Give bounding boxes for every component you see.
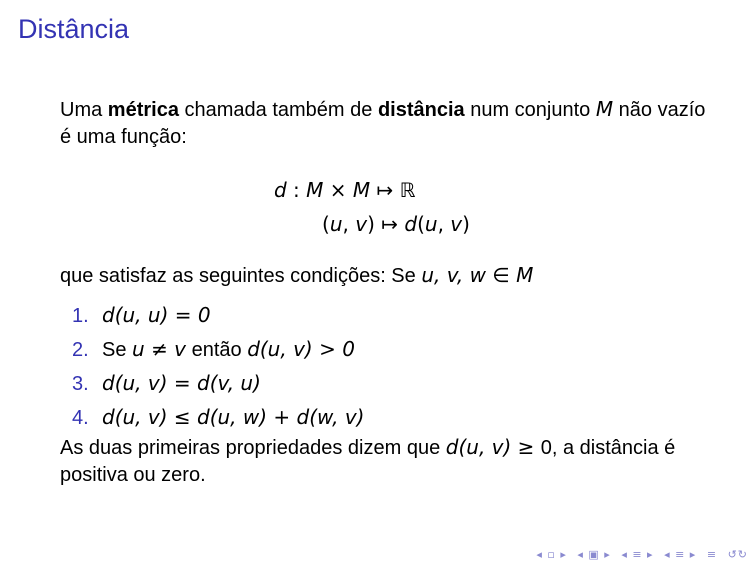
- condition-text: Se: [102, 339, 133, 361]
- eq-func-name: d: [404, 212, 418, 236]
- eq-var-v: v: [355, 212, 368, 236]
- list-number: 4.: [72, 407, 89, 429]
- set-symbol: M: [595, 97, 614, 121]
- nav-align-icon[interactable]: ≡: [706, 548, 718, 561]
- conditions-intro-text: que satisfaz as seguintes condições: Se: [60, 265, 422, 287]
- eq-func-name: d: [274, 178, 287, 202]
- condition-expr: u ≠ v: [132, 337, 187, 361]
- conclusion-paragraph: [60, 434, 710, 489]
- eq-paren: ): [367, 212, 375, 236]
- intro-text-2: chamada também de: [178, 99, 378, 121]
- beamer-navigation-bar: [530, 548, 748, 561]
- condition-text: então: [186, 339, 248, 361]
- eq-comma: ,: [342, 212, 356, 236]
- eq-maps-to: ↦: [374, 212, 405, 236]
- conclusion-expr: d(u, v) ≥: [445, 435, 541, 459]
- eq-paren: (: [417, 212, 425, 236]
- eq-colon: :: [286, 178, 307, 202]
- conditions-intro: [60, 262, 710, 290]
- element-of-symbol: ∈: [486, 263, 517, 287]
- eq-comma: ,: [437, 212, 451, 236]
- nav-prev-section-icon[interactable]: ◂ ≡ ▸: [621, 548, 654, 561]
- eq-maps-to: ↦: [370, 178, 400, 202]
- condition-expr: d(u, v) ≤ d(u, w) + d(w, v): [102, 405, 365, 429]
- eq-set-a: M: [306, 178, 324, 202]
- eq-times: ×: [323, 178, 353, 202]
- nav-next-section-icon[interactable]: ◂ ≡ ▸: [664, 548, 697, 561]
- eq-var-v: v: [450, 212, 463, 236]
- list-item: [72, 298, 364, 332]
- condition-expr: d(u, v) > 0: [247, 337, 355, 361]
- definition-paragraph: [60, 96, 710, 151]
- intro-text-4: não vazío é uma função:: [60, 99, 706, 148]
- eq-var-u: u: [329, 212, 343, 236]
- term-metrica: métrica: [107, 99, 179, 121]
- eq-set-b: M: [352, 178, 371, 202]
- list-item: [72, 366, 364, 400]
- intro-text-3: num conjunto: [464, 99, 596, 121]
- set-symbol: M: [516, 263, 534, 287]
- nav-search-icon[interactable]: ↺↻: [727, 548, 748, 561]
- list-number: 2.: [72, 339, 89, 361]
- list-item: [72, 400, 364, 434]
- list-item: [72, 332, 364, 366]
- eq-reals: ℝ: [399, 178, 416, 202]
- conditions-vars: u, v, w: [421, 263, 486, 287]
- list-number: 3.: [72, 373, 89, 395]
- conclusion-text-2: 0, a distância é positiva ou zero.: [60, 437, 676, 486]
- list-number: 1.: [72, 305, 89, 327]
- conditions-list: [72, 298, 364, 434]
- equation-line-2: [322, 211, 470, 239]
- conclusion-text-1: As duas primeiras propriedades dizem que: [60, 437, 446, 459]
- slide-title: Distância: [18, 14, 130, 44]
- eq-var-u: u: [424, 212, 438, 236]
- term-distancia: distância: [377, 99, 465, 121]
- eq-paren: (: [322, 212, 330, 236]
- condition-expr: d(u, u) = 0: [102, 303, 211, 327]
- intro-text-1: Uma: [60, 99, 108, 121]
- equation-line-1: [274, 177, 416, 205]
- eq-paren: ): [462, 212, 470, 236]
- condition-expr: d(u, v) = d(v, u): [102, 371, 261, 395]
- nav-first-icon[interactable]: ◂ ▫ ▸: [536, 548, 567, 561]
- nav-prev-frame-icon[interactable]: ◂ ▣ ▸: [577, 548, 611, 561]
